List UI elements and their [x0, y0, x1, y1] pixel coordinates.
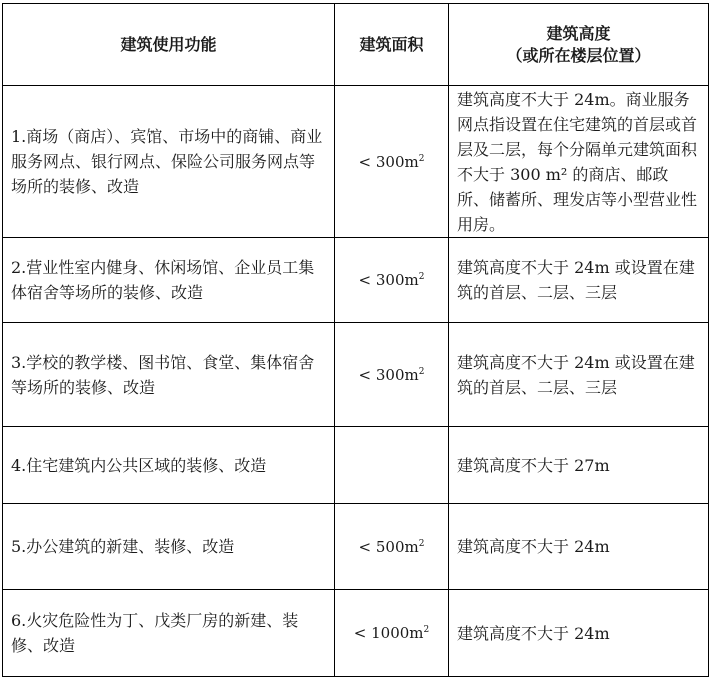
height-cell: 建筑高度不大于 24m [449, 504, 709, 590]
building-regulation-table [2, 3, 709, 677]
function-cell: 3.学校的教学楼、图书馆、食堂、集体宿舍等场所的装修、改造 [3, 323, 335, 427]
table-row [3, 427, 709, 504]
height-cell: 建筑高度不大于 24m 或设置在建筑的首层、二层、三层 [449, 238, 709, 323]
area-cell [335, 590, 449, 677]
area-cell [335, 86, 449, 238]
area-unit-exponent: 2 [418, 153, 425, 164]
header-function: 建筑使用功能 [3, 4, 335, 86]
table-row [3, 86, 709, 238]
table-row [3, 590, 709, 677]
header-row [3, 4, 709, 86]
header-area: 建筑面积 [335, 4, 449, 86]
height-cell: 建筑高度不大于 24m 或设置在建筑的首层、二层、三层 [449, 323, 709, 427]
table-row [3, 504, 709, 590]
table-row [3, 238, 709, 323]
height-cell: 建筑高度不大于 24m。商业服务网点指设置在住宅建筑的首层或首层及二层，每个分隔单元建筑面积不大于 300 m² 的商店、邮政所、储蓄所、理发店等小型营业性用房。 [449, 86, 709, 238]
area-value: < 1000m [353, 624, 424, 642]
function-cell: 4.住宅建筑内公共区域的装修、改造 [3, 427, 335, 504]
area-unit-exponent: 2 [418, 366, 425, 377]
area-cell [335, 238, 449, 323]
height-cell: 建筑高度不大于 27m [449, 427, 709, 504]
area-cell [335, 504, 449, 590]
table-row [3, 323, 709, 427]
header-height-subtitle: （或所在楼层位置） [506, 45, 651, 65]
area-value: < 500m [358, 537, 419, 556]
area-value: < 300m [358, 152, 419, 171]
area-cell [335, 427, 449, 504]
function-cell: 1.商场（商店）、宾馆、市场中的商铺、商业服务网点、银行网点、保险公司服务网点等场所的装修、改造 [3, 86, 335, 238]
header-height [449, 4, 709, 86]
function-cell: 6.火灾危险性为丁、戊类厂房的新建、装修、改造 [3, 590, 335, 677]
area-value: < 300m [358, 365, 419, 384]
function-cell: 5.办公建筑的新建、装修、改造 [3, 504, 335, 590]
area-cell [335, 323, 449, 427]
header-height-title: 建筑高度 [546, 23, 611, 43]
area-unit-exponent: 2 [418, 538, 425, 549]
height-cell: 建筑高度不大于 24m [449, 590, 709, 677]
area-unit-exponent: 2 [418, 272, 425, 282]
function-cell: 2.营业性室内健身、休闲场馆、企业员工集体宿舍等场所的装修、改造 [3, 238, 335, 323]
area-unit-exponent: 2 [423, 625, 430, 635]
area-value: < 300m [358, 271, 419, 289]
